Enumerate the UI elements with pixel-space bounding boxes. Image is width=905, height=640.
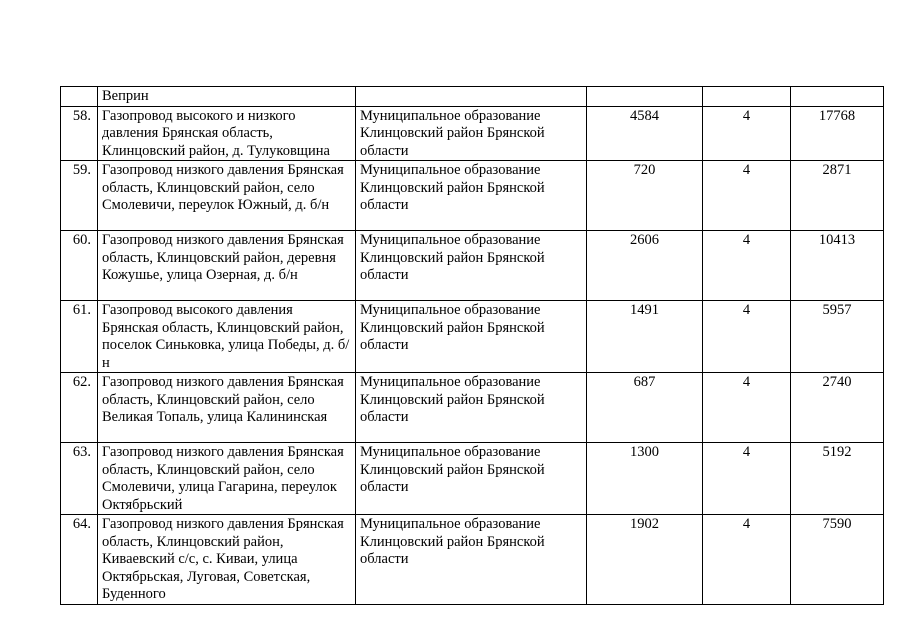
cell-num: 64. — [61, 515, 98, 605]
cell-num: 60. — [61, 231, 98, 301]
cell-owner: Муниципальное образование Клинцовский район Брянской области — [356, 231, 587, 301]
cell-owner — [356, 87, 587, 107]
table-row — [61, 515, 884, 605]
cell-code: 4 — [703, 373, 791, 443]
cell-code: 4 — [703, 106, 791, 161]
cell-num: 63. — [61, 443, 98, 515]
table-row — [61, 161, 884, 231]
cell-code: 4 — [703, 443, 791, 515]
cell-value — [791, 87, 884, 107]
cell-owner: Муниципальное образование Клинцовский район Брянской области — [356, 161, 587, 231]
cell-owner: Муниципальное образование Клинцовский район Брянской области — [356, 515, 587, 605]
cell-value: 2740 — [791, 373, 884, 443]
cell-value: 17768 — [791, 106, 884, 161]
cell-name: Газопровод низкого давления Брянская область, Клинцовский район, Киваевский с/с, с. Киваи, улица Октябрьская, Луговая, Советская, Буденного — [98, 515, 356, 605]
cell-num: 59. — [61, 161, 98, 231]
cell-name: Газопровод низкого давления Брянская область, Клинцовский район, деревня Кожушье, улица Озерная, д. б/н — [98, 231, 356, 301]
cell-code — [703, 87, 791, 107]
cell-name: Веприн — [98, 87, 356, 107]
cell-name: Газопровод низкого давления Брянская область, Клинцовский район, село Смолевичи, переулок Южный, д. б/н — [98, 161, 356, 231]
cell-length: 4584 — [587, 106, 703, 161]
cell-code: 4 — [703, 231, 791, 301]
cell-code: 4 — [703, 161, 791, 231]
cell-num: 58. — [61, 106, 98, 161]
cell-value: 5957 — [791, 301, 884, 373]
cell-code: 4 — [703, 515, 791, 605]
cell-length: 2606 — [587, 231, 703, 301]
cell-owner: Муниципальное образование Клинцовский район Брянской области — [356, 443, 587, 515]
cell-length: 687 — [587, 373, 703, 443]
cell-value: 7590 — [791, 515, 884, 605]
cell-length — [587, 87, 703, 107]
cell-num — [61, 87, 98, 107]
registry-table — [60, 86, 884, 605]
cell-length: 1902 — [587, 515, 703, 605]
cell-name: Газопровод низкого давления Брянская область, Клинцовский район, село Великая Топаль, улица Калининская — [98, 373, 356, 443]
cell-length: 1491 — [587, 301, 703, 373]
table-row — [61, 106, 884, 161]
cell-name: Газопровод низкого давления Брянская область, Клинцовский район, село Смолевичи, улица Гагарина, переулок Октябрьский — [98, 443, 356, 515]
cell-value: 10413 — [791, 231, 884, 301]
cell-code: 4 — [703, 301, 791, 373]
table-row — [61, 231, 884, 301]
cell-value: 5192 — [791, 443, 884, 515]
table-row — [61, 373, 884, 443]
cell-num: 61. — [61, 301, 98, 373]
cell-owner: Муниципальное образование Клинцовский район Брянской области — [356, 373, 587, 443]
cell-name: Газопровод высокого и низкого давления Брянская область, Клинцовский район, д. Тулуковщина — [98, 106, 356, 161]
cell-length: 720 — [587, 161, 703, 231]
table-row-continuation — [61, 87, 884, 107]
table-row — [61, 301, 884, 373]
cell-value: 2871 — [791, 161, 884, 231]
cell-owner: Муниципальное образование Клинцовский район Брянской области — [356, 301, 587, 373]
cell-name: Газопровод высокого давления Брянская область, Клинцовский район, поселок Синьковка, улица Победы, д. б/н — [98, 301, 356, 373]
cell-length: 1300 — [587, 443, 703, 515]
table-row — [61, 443, 884, 515]
cell-owner: Муниципальное образование Клинцовский район Брянской области — [356, 106, 587, 161]
cell-num: 62. — [61, 373, 98, 443]
